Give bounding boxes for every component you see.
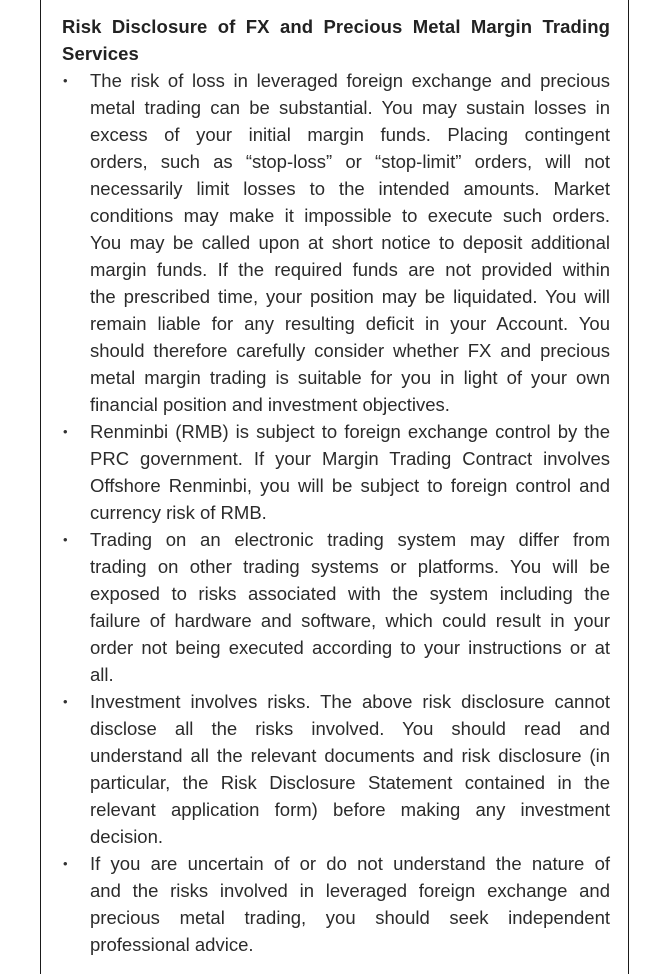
text-line: all.: [90, 664, 114, 685]
text-line: Renminbi (RMB) is subject to foreign exchange control by the: [90, 421, 610, 442]
disclosure-list: [62, 67, 610, 958]
text-line: excess of your initial margin funds. Placing contingent: [90, 124, 610, 145]
text-line: order not being executed according to your instructions or at: [90, 637, 610, 658]
text-line: The risk of loss in leveraged foreign exchange and precious: [90, 70, 610, 91]
text-line: relevant application form) before making any investment: [90, 799, 610, 820]
text-line: Investment involves risks. The above risk disclosure cannot: [90, 691, 610, 712]
text-line: understand all the relevant documents and risk disclosure (in: [90, 745, 610, 766]
text-line: precious metal trading, you should seek independent: [90, 907, 610, 928]
text-line: metal margin trading is suitable for you in light of your own: [90, 367, 610, 388]
bullet-icon: •: [63, 856, 68, 871]
text-line: You may be called upon at short notice to deposit additional: [90, 232, 610, 253]
text-line: exposed to risks associated with the system including the: [90, 583, 610, 604]
text-line: necessarily limit losses to the intended amounts. Market: [90, 178, 610, 199]
text-line: the prescribed time, your position may be liquidated. You will: [90, 286, 610, 307]
text-line: and the risks involved in leveraged foreign exchange and: [90, 880, 610, 901]
list-item: [62, 67, 610, 418]
text-line: professional advice.: [90, 934, 254, 955]
text-line: decision.: [90, 826, 164, 847]
text-line: failure of hardware and software, which could result in your: [90, 610, 610, 631]
text-line: PRC government. If your Margin Trading Contract involves: [90, 448, 610, 469]
text-line: orders, such as “stop-loss” or “stop-limit” orders, will not: [90, 151, 610, 172]
text-line: disclose all the risks involved. You should read and: [90, 718, 610, 739]
text-line: conditions may make it impossible to execute such orders.: [90, 205, 610, 226]
list-item: [62, 418, 610, 526]
text-line: should therefore carefully consider whether FX and precious: [90, 340, 610, 361]
text-line: particular, the Risk Disclosure Statement contained in the: [90, 772, 610, 793]
text-line: remain liable for any resulting deficit in your Account. You: [90, 313, 610, 334]
bullet-icon: •: [63, 424, 68, 439]
text-line: Trading on an electronic trading system may differ from: [90, 529, 610, 550]
text-line: metal trading can be substantial. You may sustain losses in: [90, 97, 610, 118]
section-heading: [62, 13, 610, 67]
risk-disclosure-section: [62, 13, 610, 958]
text-line: currency risk of RMB.: [90, 502, 267, 523]
bullet-icon: •: [63, 73, 68, 88]
list-item: [62, 526, 610, 688]
heading-line: Risk Disclosure of FX and Precious Metal Margin Trading: [62, 16, 610, 37]
text-line: margin funds. If the required funds are not provided within: [90, 259, 610, 280]
heading-line: Services: [62, 43, 139, 64]
text-line: financial position and investment objectives.: [90, 394, 450, 415]
text-line: If you are uncertain of or do not understand the nature of: [90, 853, 610, 874]
bullet-icon: •: [63, 532, 68, 547]
list-item: [62, 688, 610, 850]
text-line: Offshore Renminbi, you will be subject to foreign control and: [90, 475, 610, 496]
list-item: [62, 850, 610, 958]
text-line: trading on other trading systems or platforms. You will be: [90, 556, 610, 577]
bullet-icon: •: [63, 694, 68, 709]
